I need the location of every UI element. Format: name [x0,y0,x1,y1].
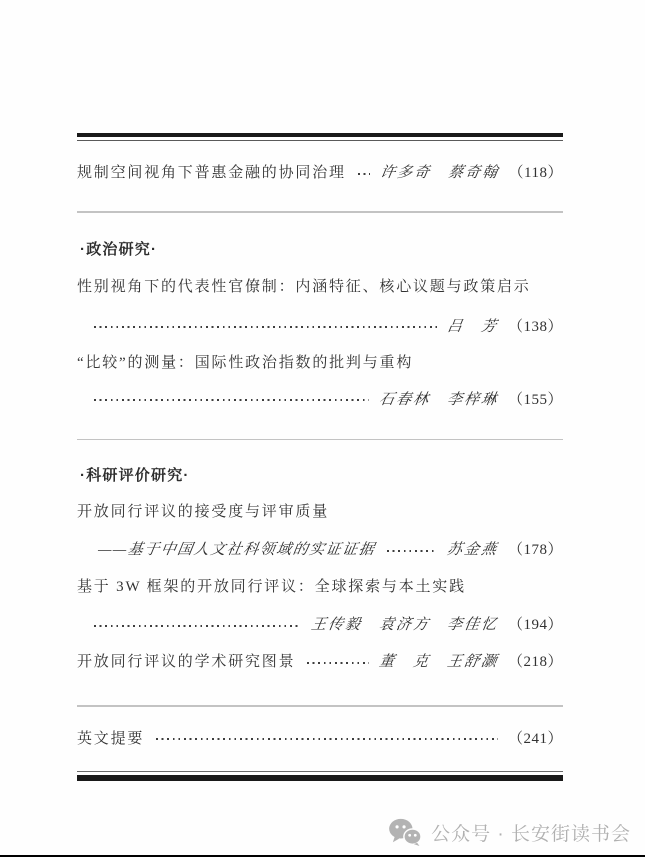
toc-entry-155-title-row [77,353,563,374]
bottom-double-rule [77,771,563,782]
toc-entry-138-leader-row [77,317,563,338]
entry-authors: 董 克 王舒灏 [377,654,500,670]
entry-authors: 石春林 李梓琳 [377,391,500,408]
toc-entry-138-title-row [77,277,563,298]
section-heading-label: ·政治研究· [80,240,158,258]
dot-leader [94,399,369,401]
section-divider [77,211,563,213]
entry-page-number: （194） [507,617,563,633]
wechat-icon [388,818,422,846]
entry-title: 性别视角下的代表性官僚制：内涵特征、核心议题与政策启示 [77,278,531,295]
entry-authors: 许多奇 蔡奇翰 [378,165,500,181]
section-heading-politics [77,239,563,260]
toc-entry-178-subtitle-row [77,540,563,561]
dot-leader [307,662,369,664]
entry-page-number: （218） [507,654,563,670]
dot-leader [94,326,437,328]
entry-title: 基于 3W 框架的开放同行评议：全球探索与本土实践 [77,579,466,595]
entry-page-number: （241） [507,730,563,747]
dot-leader [94,625,301,627]
toc-entry-155-leader-row [77,390,563,411]
entry-title: 规制空间视角下普惠金融的协同治理 [77,165,346,181]
entry-authors: 苏金燕 [445,542,500,558]
entry-page-number: （155） [507,391,563,408]
toc-entry-218 [77,652,563,673]
entry-subtitle: ——基于中国人文社科领域的实证证据 [96,542,377,558]
toc-content [77,0,563,781]
entry-title: 英文提要 [77,730,145,747]
entry-title: 开放同行评议的接受度与评审质量 [77,504,330,520]
section-heading-label: ·科研评价研究· [80,467,190,484]
section-divider [77,705,563,707]
toc-entry-178-title-row [77,502,563,523]
toc-entry-194-title-row [77,577,563,598]
wechat-watermark [388,818,631,846]
entry-page-number: （138） [507,318,563,335]
dot-leader [358,173,370,175]
entry-authors: 吕 芳 [445,318,500,335]
watermark-text: 公众号 · 长安街读书会 [431,823,631,845]
dot-leader [387,550,437,552]
entry-page-number: （178） [507,542,563,558]
top-double-rule [77,133,563,141]
entry-authors: 王传毅 袁济方 李佳忆 [309,617,500,633]
toc-entry-english-abstract [77,729,563,750]
entry-page-number: （118） [508,165,563,181]
dot-leader [156,738,498,740]
entry-title: “比较”的测量：国际性政治指数的批判与重构 [77,354,414,371]
bottom-edge-line [0,855,645,857]
toc-entry-118 [77,163,563,184]
section-heading-evaluation [77,465,563,486]
entry-title: 开放同行评议的学术研究图景 [77,654,296,670]
toc-entry-194-leader-row [77,615,563,636]
section-divider [77,439,563,441]
